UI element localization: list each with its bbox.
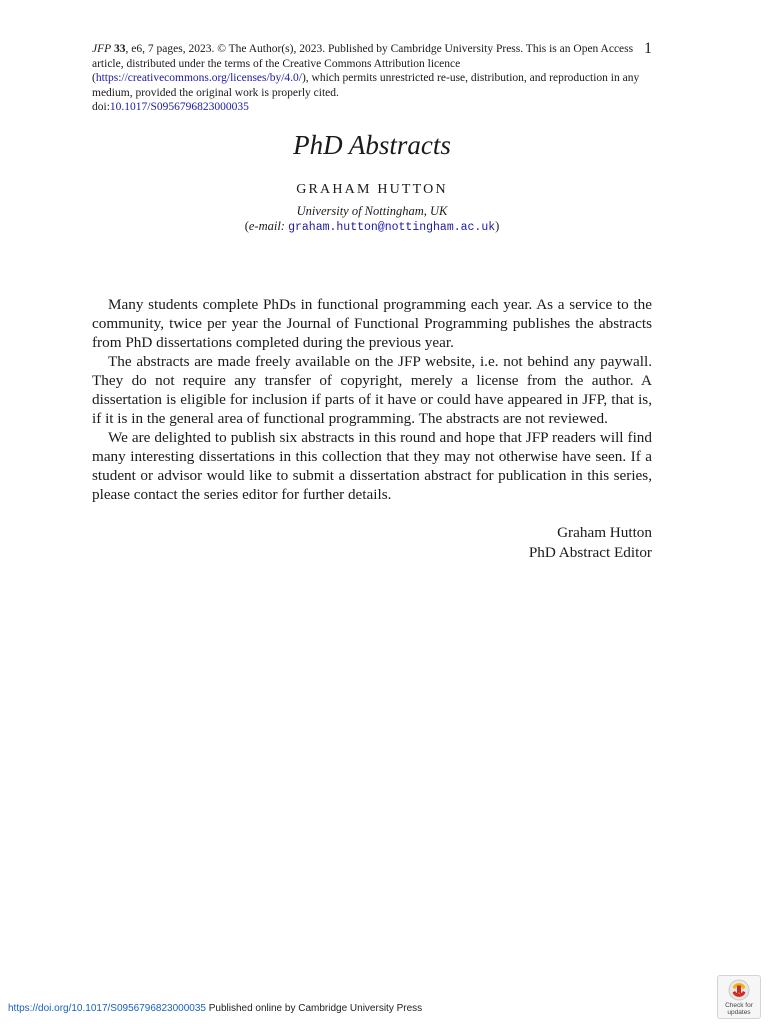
crossmark-icon — [728, 979, 750, 1001]
email-open-paren: ( — [244, 219, 249, 233]
journal-volume: 33 — [114, 43, 126, 55]
signature-name: Graham Hutton — [557, 524, 652, 541]
article-title: PhD Abstracts — [293, 130, 451, 160]
article-header — [92, 42, 652, 115]
journal-name: JFP — [92, 43, 112, 55]
body-paragraph: We are delighted to publish six abstracts in this round and hope that JFP readers will find many interesting dissertations in this collection that they may not otherwise have seen. If a student or advisor would like to submit a dissertation abstract for publication in this series, please contact the series editor for further details. — [92, 429, 652, 503]
email-address-link[interactable]: graham.hutton@nottingham.ac.uk — [288, 221, 496, 234]
license-link[interactable]: https://creativecommons.org/licenses/by/4.0/ — [95, 72, 302, 85]
badge-label-line2: updates — [727, 1009, 751, 1016]
author-affiliation: University of Nottingham, UK — [296, 204, 448, 218]
author-email — [92, 219, 652, 234]
license-text-start: The Author(s), 2023. Published by Cambridge University Press. This is an Open Access article, distributed under the terms of the Creative Commons Attribution licence ( — [92, 43, 634, 85]
email-close-paren: ) — [495, 219, 500, 233]
page-footer — [8, 1003, 422, 1014]
doi-link[interactable]: 10.1017/S0956796823000035 — [109, 101, 249, 114]
email-label: e-mail: — [248, 219, 285, 233]
page-number: 1 — [644, 40, 652, 57]
signature-role: PhD Abstract Editor — [528, 543, 652, 561]
article-body — [92, 295, 652, 504]
body-paragraph: The abstracts are made freely available on the JFP website, i.e. not behind any paywall. They do not require any transfer of copyright, merely a license from the author. A dissertation is eligible for inclusion if parts of it have or could have appeared in JFP, that is, if it is in the general area of functional programming. The abstracts are not reviewed. — [92, 353, 652, 427]
footer-published-text: Published online by Cambridge University Press — [208, 1003, 423, 1014]
copyright-icon: © — [217, 43, 226, 55]
editor-signature — [92, 523, 652, 562]
doi-label: doi: — [92, 101, 110, 114]
license-text-end: ), which permits unrestricted re-use, distribution, and reproduction in any medium, provided the original work is properly cited. — [92, 72, 640, 99]
body-paragraph: Many students complete PhDs in functional programming each year. As a service to the community, twice per year the Journal of Functional Programming publishes the abstracts from PhD dissertations completed during the previous year. — [92, 296, 652, 351]
badge-label-line1: Check for — [725, 1002, 753, 1009]
footer-doi-link[interactable]: https://doi.org/10.1017/S0956796823000035 — [8, 1003, 206, 1014]
article-details: , e6, 7 pages, 2023. — [125, 43, 215, 55]
check-for-updates-button[interactable] — [717, 975, 761, 1019]
author-name: GRAHAM HUTTON — [296, 182, 448, 197]
